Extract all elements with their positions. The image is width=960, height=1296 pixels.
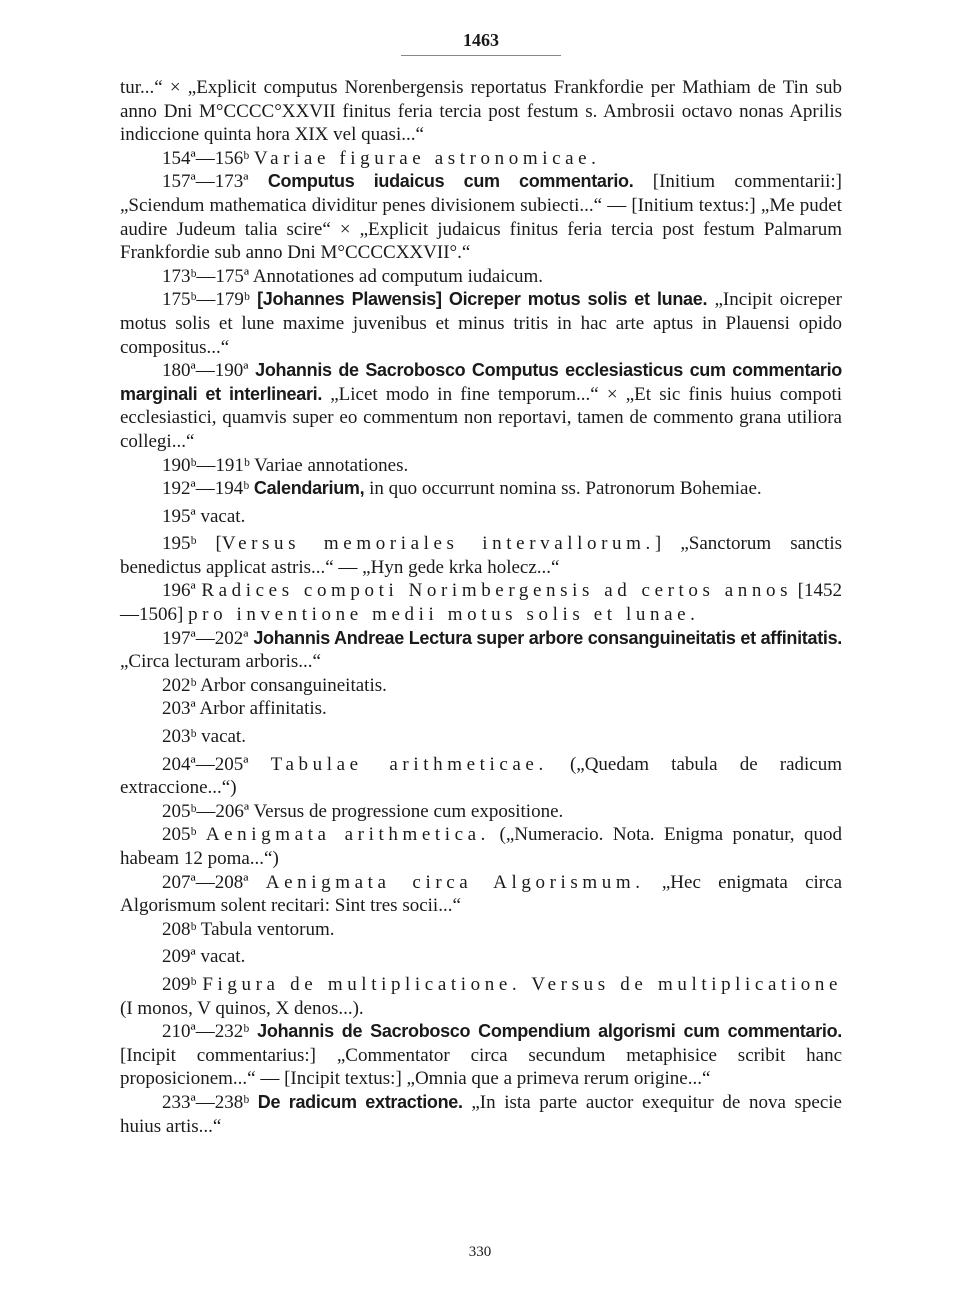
entry-210: 210ª—232ᵇ Johannis de Sacrobosco Compendium algorismi cum commentario. [Incipit commentarius:] „Commentator circa secundum metaphisice scribit hanc proposicionem...“ — [Incipit textus:] „Omnia que a primeva rerum origine...“ [120,1021,843,1090]
entry-173: 173ᵇ—175ª Annotationes ad computum iudaicum. [162,265,544,287]
document-page [120,30,842,1138]
entry-209b: 209ᵇ Figura de multiplicatione. Versus de multiplicatione (I monos, V quinos, X denos...). [120,973,842,1019]
entry-202b: 202ᵇ Arbor consanguineitatis. [162,674,387,696]
entry-203a: 203ª Arbor affinitatis. [162,698,327,720]
entry-180: 180ª—190ª Johannis de Sacrobosco Computus ecclesiasticus cum commentario marginali et interlineari. „Licet modo in fine temporum...“ × „Et sic finis huius compoti ecclesiastici, quamvis super eo commentum non reportavi, tamen de commento grana utiliora collegi...“ [120,360,843,452]
entry-205b-206a: 205ᵇ—206ª Versus de progressione cum expositione. [162,800,564,822]
entry-204: 204ª—205ª Tabulae arithmeticae. („Quedam tabula de radicum extraccione...“) [120,753,843,799]
page-number: 1463 [463,30,499,50]
entry-209a: 209ª vacat. [162,946,246,968]
entry-154: 154ª—156ᵇ Variae figurae astronomicae. [162,147,601,169]
entry-233: 233ª—238ᵇ De radicum extractione. „In ista parte auctor exequitur de nova specie huius artis...“ [120,1091,842,1137]
entry-195b: 195ᵇ [Versus memoriales intervallorum.] „Sanctorum sanctis benedictus applicat astris...“ — „Hyn gede krka holecz...“ [120,533,842,578]
header-rule [401,55,561,56]
entry-190: 190ᵇ—191ᵇ Variae annotationes. [162,454,409,476]
entry-203b: 203ᵇ vacat. [162,726,246,748]
folio-number: 330 [468,1244,492,1260]
entry-175: 175ᵇ—179ᵇ [Johannes Plawensis] Oicreper motus solis et lunae. „Incipit oicreper motus solis et lune maxime juvenibus et minus tritis in hac arte aptus in Plauensi opido compositus...“ [120,289,843,358]
entry-197: 197ª—202ª Johannis Andreae Lectura super arbore consanguineitatis et affinitatis. „Circa lecturam arboris...“ [120,627,842,673]
entry-192: 192ª—194ᵇ Calendarium, in quo occurrunt nomina ss. Patronorum Bohemiae. [162,478,762,500]
entry-208b: 208ᵇ Tabula ventorum. [162,918,335,940]
entry-continuation: tur...“ × „Explicit computus Norenbergensis reportatus Frankfordie per Mathiam de Tin sub anno Dni M°CCCC°XXVII finitus feria tercia post festum s. Ambrosii octavo nonas Aprilis indiccione quinta hora XIX vel quasi...“ [120,77,842,146]
entry-207: 207ª—208ª Aenigmata circa Algorismum. „Hec enigmata circa Algorismum solent recitari: Sint tres socii...“ [120,871,842,917]
entry-196: 196ª Radices compoti Norimbergensis ad certos annos [1452—1506] pro inventione medii motus solis et lunae. [120,580,842,626]
entry-195a: 195ª vacat. [162,505,246,527]
entry-205b: 205ᵇ Aenigmata arithmetica. („Numeracio. Nota. Enigma ponatur, quod habeam 12 poma...“) [120,824,842,869]
entry-157: 157ª—173ª Computus iudaicus cum commentario. [Initium commentarii:] „Sciendum mathematica dividitur penes divisionem subiecti...“ — [Initium textus:] „Me pudet audire Judeum talia scire“ × „Explicit judaicus finitus feria tercia post festum Palmarum Frankfordie sub anno Dni M°CCCCXXVII°.“ [120,171,843,264]
